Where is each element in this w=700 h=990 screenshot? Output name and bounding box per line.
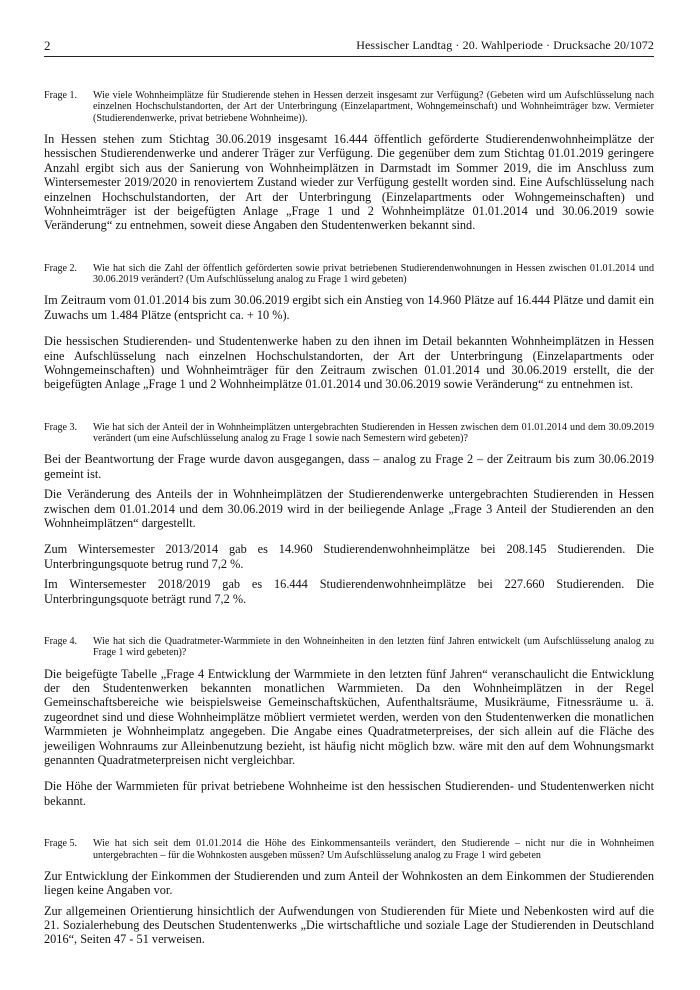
- question-text: Wie hat sich der Anteil der in Wohnheimplätzen untergebrachten Studierenden in Hessen zwischen dem 01.01.2014 und dem 30.09.2019 verändert (um eine Aufschlüsselung analog zu Frage 1 sowie nach Semestern wird gebeten)?: [93, 421, 654, 445]
- answer-paragraph: In Hessen stehen zum Stichtag 30.06.2019 insgesamt 16.444 öffentlich geförderte Studierendenwohnheimplätze der hessischen Studierendenwerke und anderer Träger zur Verfügung. Die gegenüber dem zum Stichtag 01.01.2019 geringere Anzahl ergibt sich aus der Sanierung von Wohnheimplätzen in Darmstadt im Sommer 2019, die im Anschluss zum Wintersemester 2019/2020 in renoviertem Zustand wieder zur Verfügung gestellt worden sind. Eine Aufschlüsselung nach einzelnen Hochschulstandorten, der Art der Unterbringung (Einzelapartments oder Wohngemeinschaften) und Wohnheimträger ist der beigefügten Anlage „Frage 1 und 2 Wohnheimplätze 01.01.2014 und 30.06.2019 sowie Veränderung“ zu entnehmen, soweit diese Angaben den Studentenwerken bekannt sind.: [44, 131, 654, 233]
- answer-paragraph: Die hessischen Studierenden- und Studentenwerke haben zu den ihnen im Detail bekannten Wohnheimplätzen in Hessen eine Aufschlüsselung nach einzelnen Hochschulstandorten, der Art der Unterbringung (Einzelapartments oder Wohngemeinschaften) und Wohnheimträger für den Zeitraum zwischen 01.01.2014 und 30.06.2019 erstellt, die der beigefügten Anlage „Frage 1 und 2 Wohnheimplätze 01.01.2014 und 30.06.2019 sowie Veränderung“ zu entnehmen ist.: [44, 334, 654, 392]
- question-2: [44, 263, 654, 286]
- document-page: [44, 36, 654, 947]
- question-5: [44, 838, 654, 861]
- page-number: 2: [44, 38, 51, 53]
- question-text: Wie hat sich seit dem 01.01.2014 die Höhe des Einkommensanteils verändert, den Studierende – nicht nur die in Wohnheimen untergebrachten – für die Wohnkosten ausgeben müssen? Um Aufschlüsselung analog zu Frage 1 wird gebeten: [93, 838, 654, 861]
- question-label: Frage 1.: [44, 90, 78, 101]
- page-header: [44, 36, 654, 57]
- question-text: Wie viele Wohnheimplätze für Studierende stehen in Hessen derzeit insgesamt zur Verfügung? (Gebeten wird um Aufschlüsselung nach einzelnen Hochschulstandorten, der Art der Unterbringung (Einzelapartment, Wohngemeinschaft) und Wohnheimträger bzw. Vermieter (Studierendenwerke, privat betriebene Wohnheime)).: [93, 90, 654, 124]
- answer-paragraph: Im Zeitraum vom 01.01.2014 bis zum 30.06.2019 ergibt sich ein Anstieg von 14.960 Plätze auf 16.444 Plätze und damit ein Zuwachs um 1.484 Plätze (entspricht ca. + 10 %).: [44, 293, 654, 322]
- running-title: Hessischer Landtag · 20. Wahlperiode · Drucksache 20/1072: [356, 38, 654, 52]
- answer-paragraph: Die beigefügte Tabelle „Frage 4 Entwicklung der Warmmiete in den letzten fünf Jahren“ veranschaulicht die Entwicklung der den Studentenwerken bekannten monatlichen Warmmieten. Da den Wohnheimplätzen in der Regel Gemeinschaftsbereiche wie beispielsweise Gemeinschaftsküchen, Aufenthaltsräume, Musikräume, Fitnessräume u. ä. zugeordnet sind und diese Wohnheimplätze möbliert vermietet werden, werden von den Studentenwerken die monatlichen Warmmieten je Wohnheimplatz angegeben. Die Angabe eines Quadratmeterpreises, der sich allein auf die Fläche des jeweiligen Wohnraums zur Alleinbenutzung bezieht, ist häufig nicht möglich bzw. wäre mit den auf dem Wohnungsmarkt genannten Quadratmeterpreisen nicht vergleichbar.: [44, 666, 654, 768]
- question-label: Frage 3.: [44, 421, 78, 433]
- question-3: [44, 422, 654, 445]
- question-1: [44, 90, 654, 124]
- question-label: Frage 5.: [44, 838, 78, 850]
- answer-paragraph: Zur allgemeinen Orientierung hinsichtlich der Aufwendungen von Studierenden für Miete und Nebenkosten wird auf die 21. Sozialerhebung des Deutschen Studentenwerks „Die wirtschaftliche und soziale Lage der Studierenden in Deutschland 2016“, Seiten 47 - 51 verweisen.: [44, 903, 654, 947]
- answer-paragraph: Die Veränderung des Anteils der in Wohnheimplätzen der Studierendenwerke untergebrachten Studierenden in Hessen zwischen dem 01.01.2014 und dem 30.06.2019 wird in der beiliegende Anlage „Frage 3 Anteil der Studierenden an den Wohnheimplätzen“ dargestellt.: [44, 487, 654, 530]
- answer-paragraph: Im Wintersemester 2018/2019 gab es 16.444 Studierendenwohnheimplätze bei 227.660 Studierenden. Die Unterbringungsquote beträgt rund 7,2 %.: [44, 577, 654, 606]
- question-4: [44, 636, 654, 659]
- answer-paragraph: Die Höhe der Warmmieten für privat betriebene Wohnheime ist den hessischen Studierenden- und Studentenwerken nicht bekannt.: [44, 779, 654, 808]
- question-label: Frage 4.: [44, 636, 78, 648]
- question-label: Frage 2.: [44, 262, 78, 274]
- question-text: Wie hat sich die Quadratmeter-Warmmiete in den Wohneinheiten in den letzten fünf Jahren entwickelt (um Aufschlüsselung analog zu Frage 1 wird gebeten)?: [93, 636, 654, 659]
- question-text: Wie hat sich die Zahl der öffentlich geförderten sowie privat betriebenen Studierendenwohnungen in Hessen zwischen 01.01.2014 und 30.06.2019 verändert? (Um Aufschlüsselung analog zu Frage 1 wird gebeten): [93, 262, 654, 286]
- answer-paragraph: Zur Entwicklung der Einkommen der Studierenden und zum Anteil der Wohnkosten an dem Einkommen der Studierenden liegen keine Angaben vor.: [44, 868, 654, 898]
- answer-paragraph: Bei der Beantwortung der Frage wurde davon ausgegangen, dass – analog zu Frage 2 – der Zeitraum bis zum 30.06.2019 gemeint ist.: [44, 452, 654, 481]
- answer-paragraph: Zum Wintersemester 2013/2014 gab es 14.960 Studierendenwohnheimplätze bei 208.145 Studierenden. Die Unterbringungsquote betrug rund 7,2 %.: [44, 542, 654, 571]
